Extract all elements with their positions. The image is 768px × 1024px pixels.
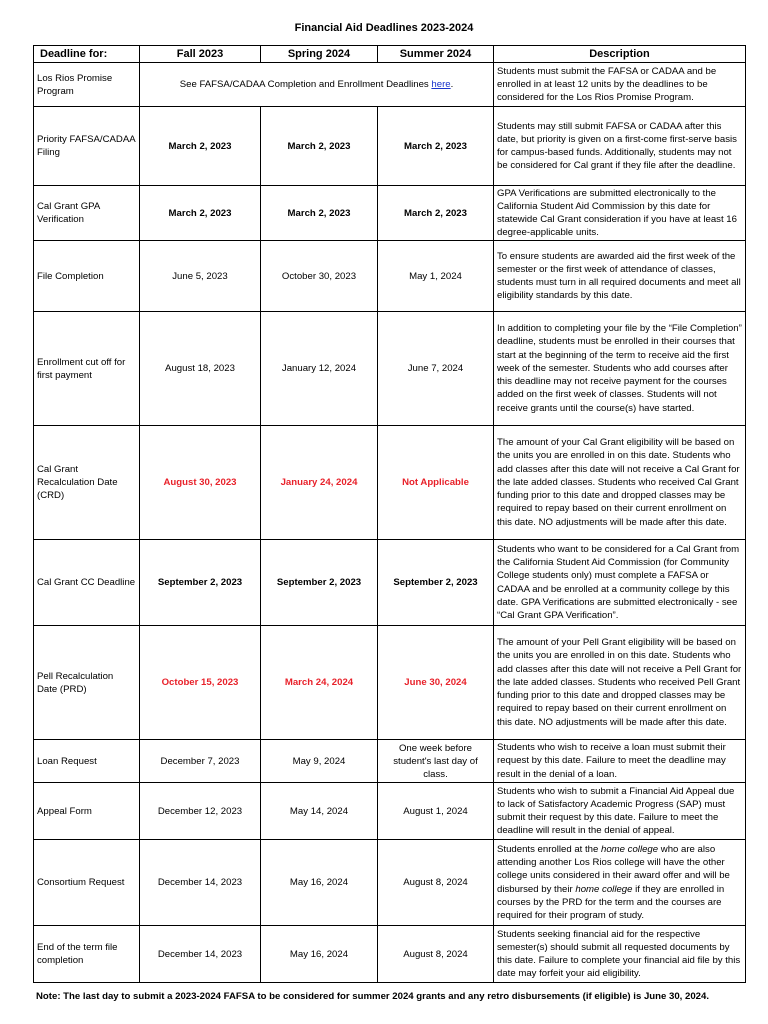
row-description: In addition to completing your file by the “File Completion” deadline, students must be enrolled in their courses that start at the beginning of the term to receive aid the first week of the semester. Students who add courses after this deadline may not receive payment for the courses added on the first week of classes. Students will not receive grants until the course(s) have started.: [494, 312, 746, 426]
desc-part: if they are enrolled in courses by the PRD for the term and the courses are required for their program of study.: [497, 883, 725, 921]
summer-date: August 1, 2024: [378, 783, 494, 840]
row-description: Students must submit the FAFSA or CADAA and be enrolled in at least 12 units by the deadlines to be considered for the Los Rios Promise Program.: [494, 63, 746, 107]
spring-date: March 24, 2024: [261, 626, 378, 740]
table-row: [34, 540, 746, 626]
table-row: [34, 107, 746, 186]
spring-date: March 2, 2023: [261, 186, 378, 241]
desc-emphasis: home college: [575, 883, 633, 895]
row-description: The amount of your Cal Grant eligibility will be based on the units you are enrolled in on this date. Students who add classes after this date will not receive a Cal Grant for the late added classes. Students who received Cal Grant funding prior to this date and dropped classes may be required to repay based on their current enrollment on this date. NO adjustments will be made after this date.: [494, 426, 746, 540]
summer-date: March 2, 2023: [378, 107, 494, 186]
row-label: Cal Grant GPA Verification: [34, 186, 140, 241]
spring-date: May 14, 2024: [261, 783, 378, 840]
promise-deadline-period: .: [450, 79, 454, 90]
table-row: [34, 626, 746, 740]
fall-date: December 7, 2023: [140, 740, 261, 783]
fall-date: March 2, 2023: [140, 107, 261, 186]
fall-date: August 30, 2023: [140, 426, 261, 540]
spring-date: March 2, 2023: [261, 107, 378, 186]
fall-date: December 14, 2023: [140, 840, 261, 926]
fall-date: December 14, 2023: [140, 926, 261, 983]
row-label: File Completion: [34, 241, 140, 312]
footer-note: Note: The last day to submit a 2023-2024 FAFSA to be considered for summer 2024 grants and any retro disbursements (if eligible) is June 30, 2024.: [36, 991, 710, 1002]
fall-date: June 5, 2023: [140, 241, 261, 312]
spring-date: May 9, 2024: [261, 740, 378, 783]
row-description: To ensure students are awarded aid the first week of the semester or the first week of attendance of classes, students must turn in all required documents and meet all eligibility standards by this date.: [494, 241, 746, 312]
summer-date: June 7, 2024: [378, 312, 494, 426]
table-row: [34, 312, 746, 426]
row-label: Appeal Form: [34, 783, 140, 840]
table-row: [34, 63, 746, 107]
desc-part: who are also attending another Los Rios college will have the other college units considered in their award offer and will be disbursed by their: [497, 843, 730, 895]
row-description: [494, 840, 746, 926]
row-label: Pell Recalculation Date (PRD): [34, 626, 140, 740]
row-description: Students who wish to receive a loan must submit their request by this date. Failure to meet the deadline may result in the denial of a loan.: [494, 740, 746, 783]
summer-date: Not Applicable: [378, 426, 494, 540]
row-label: Enrollment cut off for first payment: [34, 312, 140, 426]
fall-date: March 2, 2023: [140, 186, 261, 241]
summer-date: May 1, 2024: [378, 241, 494, 312]
spring-date: January 12, 2024: [261, 312, 378, 426]
row-label: Cal Grant CC Deadline: [34, 540, 140, 626]
summer-date: September 2, 2023: [378, 540, 494, 626]
desc-part: Students enrolled at the: [497, 843, 602, 855]
row-label: End of the term file completion: [34, 926, 140, 983]
spring-date: May 16, 2024: [261, 840, 378, 926]
table-row: [34, 426, 746, 540]
deadlines-table: [33, 45, 746, 983]
header-description: Description: [494, 46, 746, 63]
row-label: Loan Request: [34, 740, 140, 783]
spring-date: October 30, 2023: [261, 241, 378, 312]
table-row: [34, 186, 746, 241]
table-row: [34, 840, 746, 926]
fall-date: December 12, 2023: [140, 783, 261, 840]
spring-date: January 24, 2024: [261, 426, 378, 540]
summer-date: One week before student's last day of class.: [378, 740, 494, 783]
table-row: [34, 783, 746, 840]
table-row: [34, 926, 746, 983]
row-description: Students seeking financial aid for the respective semester(s) should submit all requested documents by this date. Failure to complete your financial aid file by this date may forfeit your aid eligibility.: [494, 926, 746, 983]
fall-date: October 15, 2023: [140, 626, 261, 740]
summer-date: June 30, 2024: [378, 626, 494, 740]
page-title: Financial Aid Deadlines 2023-2024: [294, 22, 474, 34]
desc-emphasis: home college: [601, 843, 659, 855]
row-label: Cal Grant Recalculation Date (CRD): [34, 426, 140, 540]
row-description: Students may still submit FAFSA or CADAA after this date, but priority is given on a first-come first-serve basis for campus-based funds. Additionally, students may not be considered for Cal grant if they file after the deadline.: [494, 107, 746, 186]
spring-date: May 16, 2024: [261, 926, 378, 983]
spring-date: September 2, 2023: [261, 540, 378, 626]
here-link[interactable]: here: [431, 79, 451, 90]
summer-date: August 8, 2024: [378, 926, 494, 983]
row-label: Priority FAFSA/CADAA Filing: [34, 107, 140, 186]
row-description: The amount of your Pell Grant eligibility will be based on the units you are enrolled in on this date. Students who add classes after this date will not receive a Pell Grant for the late added classes. Students who received Pell Grant funding prior to this date and dropped classes may be required to repay based on their current enrollment on this date. NO adjustments will be made after this date.: [494, 626, 746, 740]
promise-deadline-cell: [140, 63, 494, 107]
header-spring: Spring 2024: [261, 46, 378, 63]
header-deadline-for: Deadline for:: [34, 46, 140, 63]
summer-date: August 8, 2024: [378, 840, 494, 926]
row-description: Students who wish to submit a Financial Aid Appeal due to lack of Satisfactory Academic Progress (SAP) must submit their request by this date. Failure to meet the deadline will result in the denial of appeal.: [494, 783, 746, 840]
table-row: [34, 241, 746, 312]
fall-date: September 2, 2023: [140, 540, 261, 626]
table-header-row: [34, 46, 746, 63]
table-row: [34, 740, 746, 783]
summer-date: March 2, 2023: [378, 186, 494, 241]
promise-deadline-text: See FAFSA/CADAA Completion and Enrollment Deadlines: [179, 79, 432, 90]
row-label: Los Rios Promise Program: [34, 63, 140, 107]
row-label: Consortium Request: [34, 840, 140, 926]
header-summer: Summer 2024: [378, 46, 494, 63]
row-description: Students who want to be considered for a Cal Grant from the California Student Aid Commission (for Community College students only) must complete a FAFSA or CADAA and be enrolled at a community college by this date. GPA Verifications are submitted electronically - see “Cal Grant GPA Verification”.: [494, 540, 746, 626]
header-fall: Fall 2023: [140, 46, 261, 63]
fall-date: August 18, 2023: [140, 312, 261, 426]
row-description: GPA Verifications are submitted electronically to the California Student Aid Commission by this date for statewide Cal Grant consideration if you have at least 16 degree-applicable units.: [494, 186, 746, 241]
